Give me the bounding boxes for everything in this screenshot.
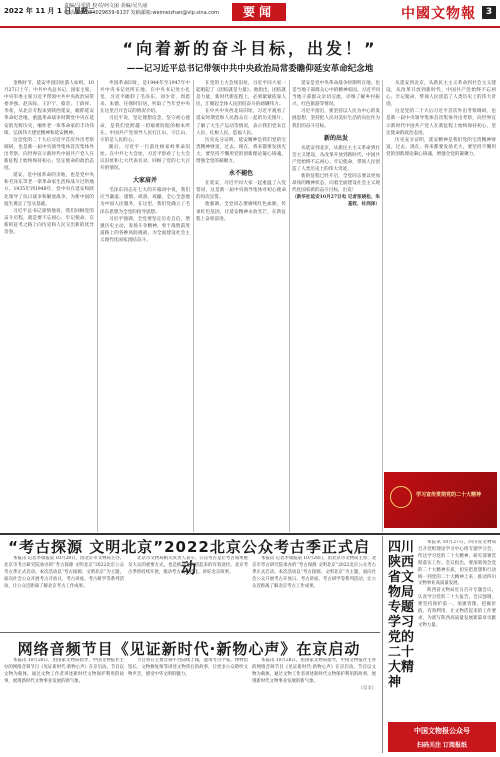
- paragraph: 从延安到北京，从新民主主义革命到社会主义建设，从改革开放到新时代，中国共产党始终不忘初心、牢记使命，带领人民创造了人类历史上的伟大奇迹。: [386, 81, 496, 108]
- paragraph: 延安，是中国革命的圣地，也是党中央和毛泽东等老一辈革命家生活和战斗过的地方。1935年到1948年，党中央在延安和陕北领导了抗日战争和解放战争，为新中国的诞生奠定了坚实基础。: [4, 173, 94, 207]
- section-heading: 永不褪色: [228, 170, 253, 178]
- section-heading: 新的出发: [323, 134, 348, 142]
- paragraph: 本报讯 10月27日，四川省文物局召开党组理论学习中心组专题学习会，传达学习党的二十大精神，研究部署贯彻落实工作。会议指出，要深刻领会党的二十大精神实质，切实把思想和行动统一到党的二十大精神上来，推动四川文物事业高质量发展。: [418, 540, 496, 587]
- sidebar-vertical-headline: 四川陕西省文物局专题学习党的二十大精神: [388, 540, 415, 690]
- paragraph: 金秋时节，延安枣园旧址游人如织。10月27日上午，中共中央总书记、国家主席、中央军委主席习近平带领中共中央政治局常委李强、赵乐际、王沪宁、蔡奇、丁薛祥、李希，从北京专程来到陕西延安，瞻仰延安革命纪念地，重温革命战争时期党中央在延安的光辉历史，缅怀老一辈革命家的丰功伟绩，弘扬伟大建党精神和延安精神。: [4, 81, 94, 136]
- column-divider: [289, 80, 290, 532]
- article-column-3: [196, 80, 286, 530]
- paragraph: 在延安，习近平同大家一起重温了入党誓词，这是新一届中央领导集体对初心使命的再次宣誓。: [196, 181, 286, 201]
- article-divider: [0, 632, 380, 633]
- issue-date: 2022 年 11 月 1 日 星期二: [4, 7, 95, 15]
- paragraph: 在中共中央西北局旧址，习近平观看了延安时期党和人民群众在一起的历史图片，了解了大生产运动等情况，表示我们党来自人民、扎根人民、造福人民。: [196, 109, 286, 136]
- ad-subtitle: 扫码关注 订阅报纸: [416, 742, 468, 749]
- paragraph: 节目将在主要音频平台陆续上线，邀请考古学家、博物馆馆长、文物修复师等讲述文物背后的故事，让更多公众聆听文物声音，感受中华文明的魅力。: [128, 658, 248, 677]
- contact-line: 电话:(010)84029659-6137 发稿邮箱:weimeizhan@vip.sina.com: [64, 10, 219, 16]
- section-heading: 大家肩并: [132, 177, 157, 185]
- section-rule: [0, 533, 500, 535]
- paragraph: 这是党的二十大后习近平首次外出考察调研，也是新一届中央领导集体首次集体外出考察，向世界宣示新时代中国共产党人在新征程上始终保持初心、坚定使命的政治态度。: [386, 109, 496, 136]
- newspaper-brand: 中國文物報: [401, 6, 476, 22]
- section-label: 要闻: [232, 3, 286, 21]
- paragraph: 本报讯 记者李瑞报道 10月28日，由北京市文物局主办、北京市考古研究院承办的“考古探源 文明北京”2022北京公众考古季正式启动。本次活动以“考古探源、文明北京”为主题，面向社会公众开展考古开放日、考古讲座、考古研学等系列活动，让公众近距离了解北京考古工作成果。: [4, 556, 124, 589]
- main-headline: “向着新的奋斗目标，出发！”: [122, 39, 378, 58]
- paragraph: 习近平强调，全党要坚定历史自信，增强历史主动，发扬斗争精神，勇于战胜前进道路上的各种风险挑战，为全面建设社会主义现代化国家团结奋斗。: [100, 216, 190, 243]
- campaign-banner-image: [384, 472, 497, 528]
- paragraph: 习近平总书记深情地说，我们回顾党的奋斗历程，就是要不忘初心、牢记使命，在新的赶考之路上向历史和人民交出新的优异答卷。: [4, 208, 94, 235]
- paragraph: 从延安到北京，从新民主主义革命到社会主义建设，从改革开放到新时代，中国共产党始终不忘初心、牢记使命，带领人民创造了人类历史上的伟大奇迹。: [292, 145, 380, 172]
- paragraph: 陕西省文物局近日召开专题会议，认真学习党的二十大报告。会议强调，要坚持保护第一、加强管理、挖掘价值、有效利用、让文物活起来的工作要求，为谱写陕西高质量发展新篇章贡献文物力量。: [418, 588, 496, 628]
- column-divider: [97, 80, 98, 532]
- paragraph: 在党的七大会场旧址，习近平同大家一起唱起了《团结就是力量》。他指出，团结就是力量，新时代新征程上，必须紧紧依靠人民，汇聚起全体人民团结奋斗的磅礴伟力。: [196, 81, 286, 108]
- article2-column: [4, 658, 124, 754]
- paragraph: 本报讯 10月28日，由国家文物局指导，中国文物报社主办的网络音频节目《见证新时代·新物心声》在京启动。节目以文物为载体，通过文物工作者讲述新时代文物保护利用的故事，展现新时代文物事业发展的新气象。: [252, 658, 376, 684]
- party-emblem-icon: [390, 486, 412, 508]
- sidebar-body: [418, 540, 496, 720]
- masthead: [0, 0, 500, 28]
- article2-headline: 网络音频节目《见证新时代·新物心声》在京启动: [17, 640, 361, 658]
- main-subheadline: ——记习近平总书记带领中共中央政治局常委瞻仰延安革命纪念地: [126, 64, 374, 74]
- column-divider: [193, 80, 194, 532]
- paragraph: 历史充分证明，延安精神是我们党的宝贵精神财富，过去、现在、将来都要发扬光大，要坚持不懈用党的创新理论凝心铸魂，增强全党的凝聚力。: [196, 137, 286, 165]
- paragraph: 历史充分证明，延安精神是我们党的宝贵精神财富，过去、现在、将来都要发扬光大，要坚持不懈用党的创新理论凝心铸魂，增强全党的凝聚力。: [386, 137, 496, 157]
- article-column-2: [100, 80, 190, 530]
- banner-caption: 学习宣传贯彻党的二十大精神: [416, 492, 482, 498]
- article1-column: [252, 556, 376, 636]
- paragraph: 北京市文物局相关负责人表示，公众考古是让考古成果惠及大众的重要方式，也是推动文物活起来的有效途径。北京考古季将持续开展，推动考古成果转化，讲好北京故事。: [128, 556, 248, 575]
- article2-column: [128, 658, 248, 754]
- column-divider: [382, 80, 383, 532]
- paragraph: 新的征程已经开启，全党同志要以更加昂扬的精神状态，向着全面建设社会主义现代化国家新的奋斗目标，出发！: [292, 174, 380, 194]
- article1-column: [128, 556, 248, 636]
- paragraph: 本报讯 记者李瑞报道 10月28日，由北京市文物局主办、北京市考古研究院承办的“考古探源 文明北京”2022北京公众考古季正式启动。本次活动以“考古探源、文明北京”为主题，面向社会公众开展考古开放日、考古讲座、考古研学等系列活动，让公众近距离了解北京考古工作成果。: [252, 556, 376, 589]
- paragraph: 习近平说，坚定理想信念，坚守初心使命，是我们党跨越一切艰难险阻的根本所在。中国共产党领导人民打江山、守江山，守的是人民的心。: [100, 116, 190, 143]
- paragraph: 习近平指出，要坚持以人民为中心的发展思想，坚持把人民对美好生活的向往作为我们的奋斗目标。: [292, 109, 380, 129]
- editor-info: [64, 3, 219, 17]
- paragraph: 枣园革命旧址，是1944年至1947年中共中央书记处所在地。在中央书记处小礼堂，习近平瞻仰了毛泽东、刘少奇、周恩来、朱德、任弼时旧居，听取了当年党中央在这里召开会议的情况介绍。: [100, 81, 190, 115]
- page-number: 3: [482, 6, 496, 19]
- paragraph: 这是党的二十大后习近平首次外出考察调研，也是新一届中央领导集体首次集体外出考察，向世界宣示新时代中国共产党人在新征程上始终保持初心、坚定使命的政治态度。: [4, 137, 94, 172]
- article-column-4: [292, 80, 380, 530]
- article1-headline: “考古探源 文明北京”2022北京公众考古季正式启动: [8, 538, 370, 577]
- paragraph: 随后，习近平一行前往杨家岭革命旧址。在中共七大会址，习近平察看了七大会议旧址和七大代表名录，回顾了党的七大召开的情况。: [100, 144, 190, 172]
- article1-column: [4, 556, 124, 636]
- subscription-ad: [388, 722, 496, 752]
- paragraph: 毛泽东同志在七大的开幕词中说，我们应当谦虚、谨慎、戒骄、戒躁，全心全意地为中国人民服务，在这里，我们党确立了毛泽东思想为全党的指导思想。: [100, 188, 190, 215]
- byline: （新华社延安10月27日电 记者张晓松、朱基钗、杜尚泽）: [292, 195, 380, 208]
- end-mark: （宗文）: [358, 685, 376, 691]
- article-column-1: [4, 80, 94, 530]
- article2-column: [252, 658, 376, 754]
- editor-line: 责编/马雯倩 校对/何文丽 美编/吴久丽: [64, 3, 148, 9]
- article-column-5: [386, 80, 496, 468]
- paragraph: 本报讯 10月28日，由国家文物局指导，中国文物报社主办的网络音频节目《见证新时代·新物心声》在京启动。节目以文物为载体，通过文物工作者讲述新时代文物保护利用的故事，展现新时代文物事业发展的新气象。: [4, 658, 124, 684]
- ad-title: 中国文物报公众号: [414, 727, 470, 735]
- paragraph: 他强调，全党同志要赓续红色血脉，传承红色基因，让延安精神永放光芒，在新征程上奋勇前进。: [196, 202, 286, 222]
- paragraph: 延安是党中央革命战争时期所在地，也是当地干部群众心中的精神家园。习近平同当地干部群众亲切交流，详细了解乡村振兴、红色旅游等情况。: [292, 81, 380, 108]
